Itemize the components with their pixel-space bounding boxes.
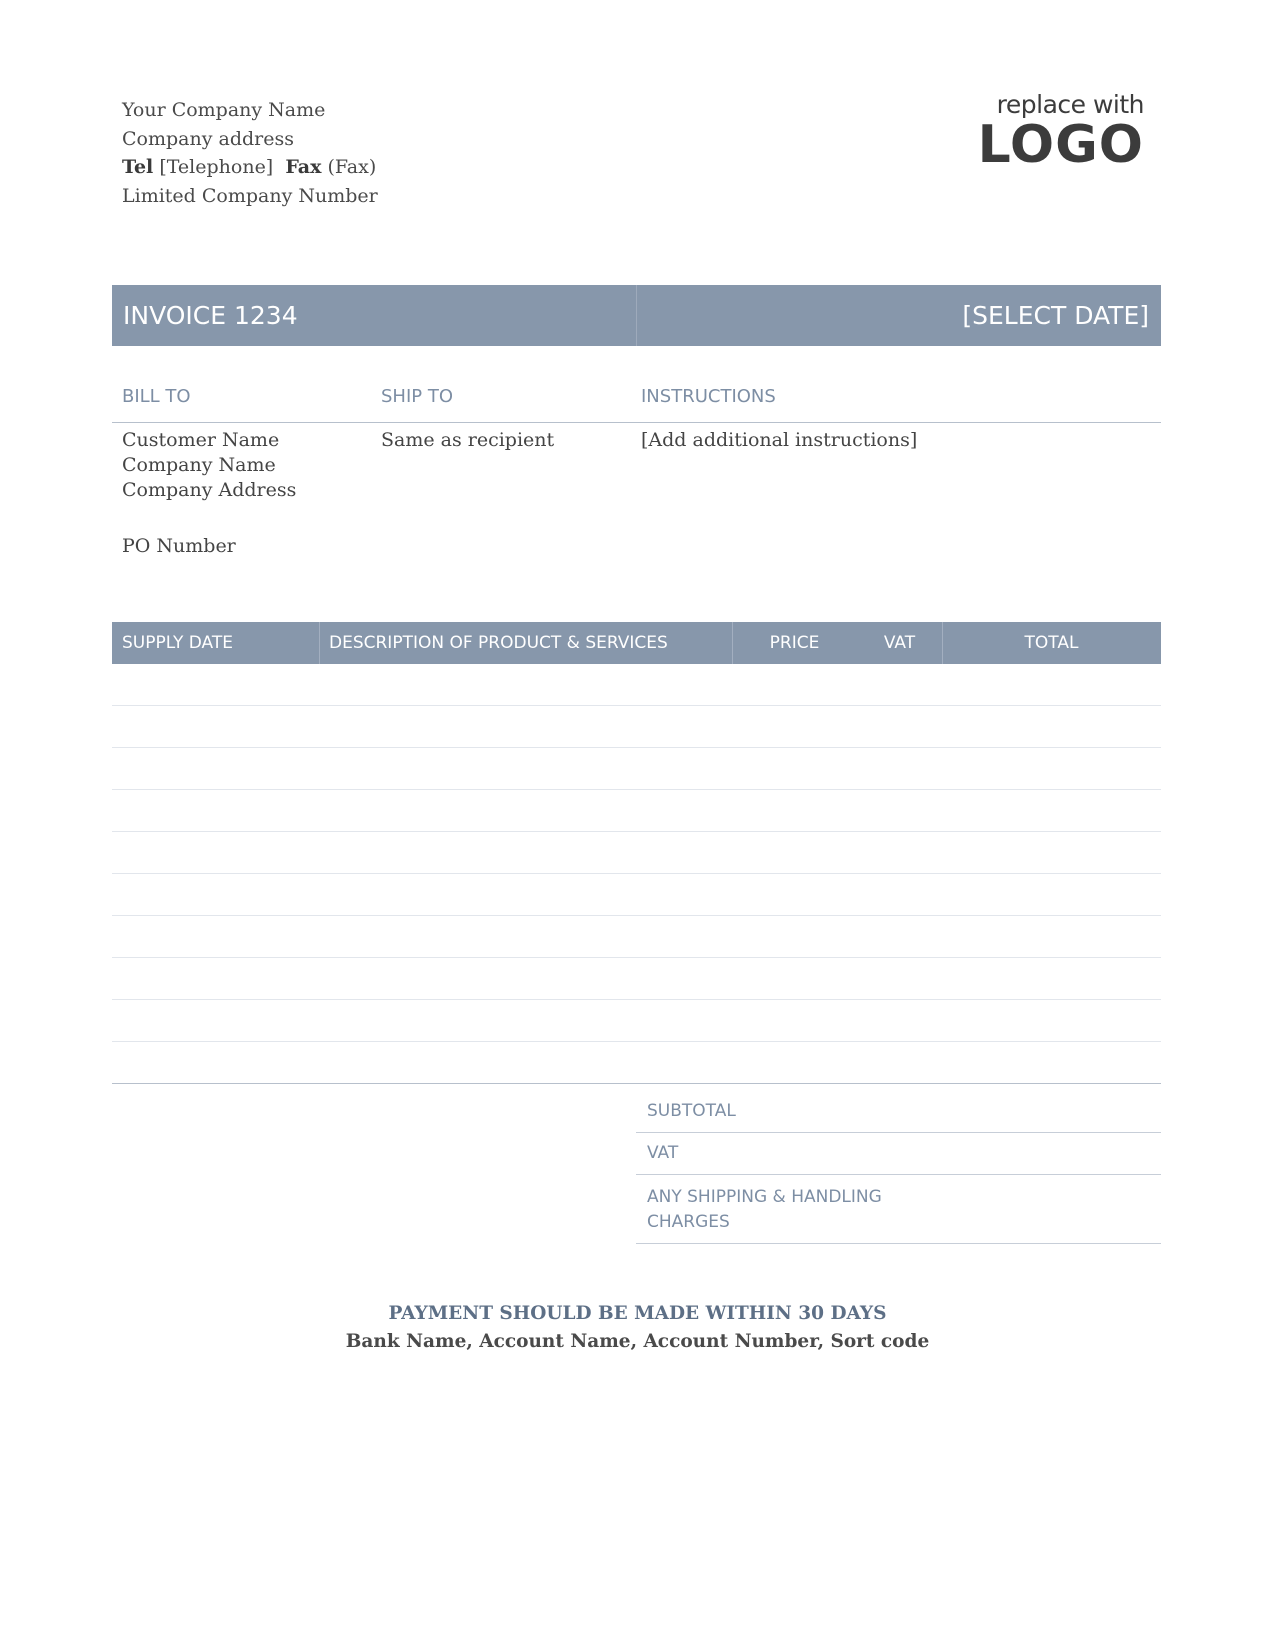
company-address: Company address — [122, 127, 294, 150]
invoice-date[interactable]: [SELECT DATE] — [962, 301, 1149, 330]
vat-label: VAT — [636, 1133, 1161, 1175]
table-row[interactable] — [112, 1042, 1161, 1084]
col-description: DESCRIPTION OF PRODUCT & SERVICES — [329, 633, 668, 653]
col-price: PRICE — [769, 633, 820, 653]
invoice-title: INVOICE 1234 — [123, 301, 298, 330]
company-details — [122, 96, 378, 210]
bill-to-line: Company Name — [122, 454, 276, 476]
items-table-body — [112, 664, 1161, 1084]
invoice-title-cell — [112, 285, 637, 346]
shipping-label: ANY SHIPPING & HANDLING CHARGES — [647, 1187, 882, 1232]
col-divider — [319, 622, 320, 664]
invoice-banner — [112, 285, 1161, 346]
col-supply-date: SUPPLY DATE — [122, 633, 233, 653]
table-row[interactable] — [112, 748, 1161, 790]
logo-line-1: replace with — [996, 90, 1144, 119]
ship-to-heading: SHIP TO — [381, 386, 454, 407]
po-number: PO Number — [122, 535, 236, 557]
company-name: Your Company Name — [122, 99, 326, 121]
tel-label: Tel — [122, 156, 154, 178]
table-row[interactable] — [112, 1000, 1161, 1042]
company-number: Limited Company Number — [122, 184, 378, 207]
shipping-row — [636, 1175, 1161, 1244]
bill-to-heading: BILL TO — [122, 386, 191, 407]
ship-to-value: Same as recipient — [381, 429, 555, 451]
table-row[interactable] — [112, 874, 1161, 916]
subtotal-label: SUBTOTAL — [636, 1085, 1161, 1133]
logo-placeholder — [977, 90, 1144, 175]
table-row[interactable] — [112, 916, 1161, 958]
table-row[interactable] — [112, 664, 1161, 706]
table-row[interactable] — [112, 790, 1161, 832]
col-total: TOTAL — [1024, 633, 1079, 653]
bill-to-block — [122, 428, 296, 503]
tel-value: [Telephone] — [159, 156, 274, 178]
payment-terms: PAYMENT SHOULD BE MADE WITHIN 30 DAYS — [388, 1303, 887, 1324]
info-headings — [112, 382, 1161, 423]
totals-block — [636, 1085, 1161, 1244]
logo-line-2: LOGO — [977, 115, 1144, 175]
company-contact — [122, 153, 378, 182]
instructions-value: [Add additional instructions] — [641, 429, 918, 451]
table-row[interactable] — [112, 832, 1161, 874]
instructions-heading: INSTRUCTIONS — [641, 386, 776, 407]
fax-value: (Fax) — [327, 156, 377, 178]
bank-details: Bank Name, Account Name, Account Number, Sort code — [345, 1331, 930, 1352]
bill-to-line: Customer Name — [122, 429, 280, 451]
table-row[interactable] — [112, 706, 1161, 748]
table-row[interactable] — [112, 958, 1161, 1000]
bill-to-line: Company Address — [122, 479, 297, 501]
invoice-date-cell[interactable] — [637, 285, 1161, 346]
items-table-header — [112, 622, 1161, 664]
payment-info — [0, 1300, 1275, 1356]
col-vat: VAT — [883, 633, 916, 653]
fax-label: Fax — [285, 156, 322, 178]
